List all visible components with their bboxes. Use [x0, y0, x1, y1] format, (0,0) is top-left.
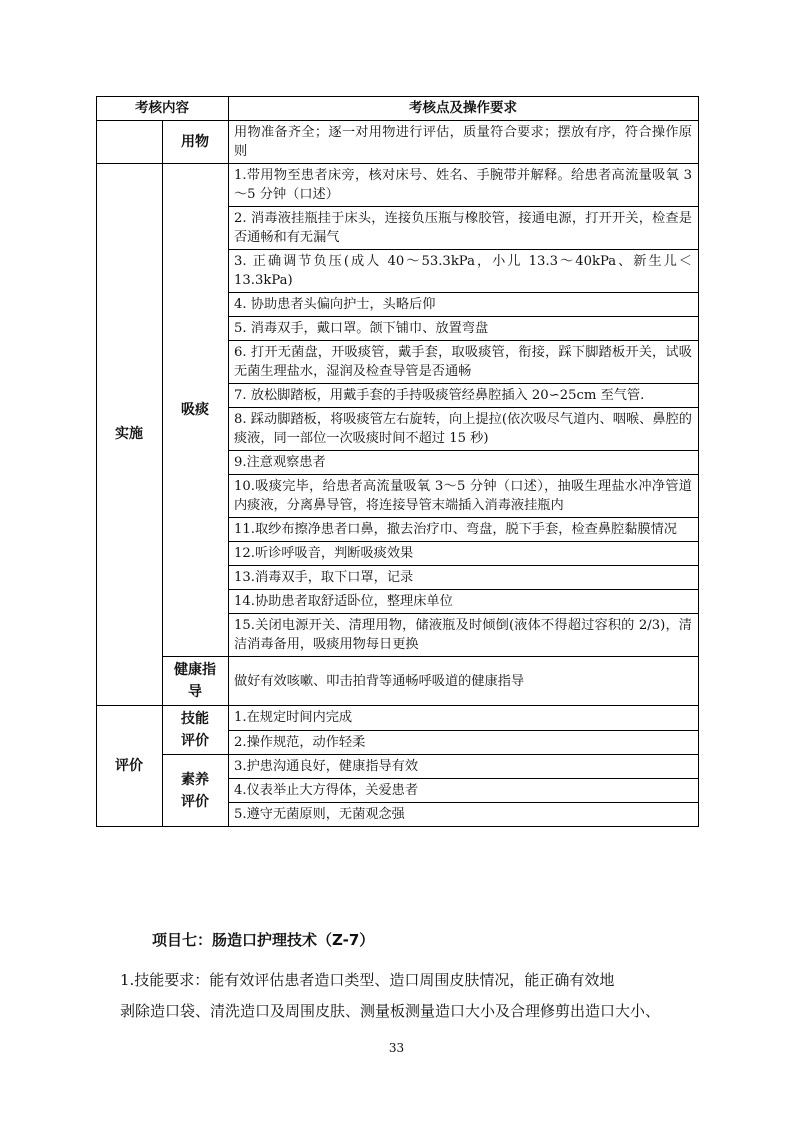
quality-evaluation-label	[163, 755, 229, 827]
step-item: 10.吸痰完毕，给患者高流量吸氧 3～5 分钟（口述），抽吸生理盐水冲净管道内痰液，分离鼻导管，将连接导管末端插入消毒液挂瓶内	[229, 475, 699, 518]
skill-evaluation-label	[163, 706, 229, 755]
step-item: 7. 放松脚踏板，用戴手套的手持吸痰管经鼻腔插入 20∽25cm 至气管.	[229, 384, 699, 408]
table-row	[97, 164, 699, 207]
evaluation-item: 2.操作规范，动作轻柔	[229, 730, 699, 755]
skill-label-line: 评价	[181, 733, 209, 749]
evaluation-item: 1.在规定时间内完成	[229, 706, 699, 731]
health-guidance-label: 健康指导	[163, 657, 229, 706]
step-item: 12.听诊呼吸音，判断吸痰效果	[229, 542, 699, 566]
step-item: 3. 正确调节负压(成人 40～53.3kPa，小儿 13.3～40kPa、新生儿＜13.3kPa)	[229, 250, 699, 293]
step-item: 8. 踩动脚踏板，将吸痰管左右旋转，向上提拉(依次吸尽气道内、咽喉、鼻腔的痰液，同一部位一次吸痰时间不超过 15 秒)	[229, 408, 699, 451]
section-title: 项目七：肠造口护理技术（Z-7）	[152, 931, 375, 949]
page-number: 33	[388, 1041, 405, 1055]
suction-label: 吸痰	[163, 164, 229, 657]
implementation-category: 实施	[97, 164, 163, 706]
table-row	[97, 706, 699, 731]
evaluation-item: 4.仪表举止大方得体，关爱患者	[229, 779, 699, 803]
supplies-label: 用物	[163, 121, 229, 164]
step-item: 5. 消毒双手，戴口罩。颌下铺巾、放置弯盘	[229, 317, 699, 341]
step-item: 13.消毒双手，取下口罩，记录	[229, 566, 699, 590]
step-item: 1.带用物至患者床旁，核对床号、姓名、手腕带并解释。给患者高流量吸氧 3～5 分钟（口述）	[229, 164, 699, 207]
evaluation-item: 3.护患沟通良好，健康指导有效	[229, 755, 699, 779]
evaluation-category: 评价	[97, 706, 163, 827]
table-row	[97, 121, 699, 164]
step-item: 2. 消毒液挂瓶挂于床头，连接负压瓶与橡胶管，接通电源，打开开关，检查是否通畅和有无漏气	[229, 207, 699, 250]
supplies-text: 用物准备齐全；逐一对用物进行评估，质量符合要求；摆放有序，符合操作原则	[229, 121, 699, 164]
health-guidance-text: 做好有效咳嗽、叩击拍背等通畅呼吸道的健康指导	[229, 657, 699, 706]
paragraph-line: 1.技能要求：能有效评估患者造口类型、造口周围皮肤情况，能正确有效地	[120, 971, 615, 989]
table-row	[97, 657, 699, 706]
step-item: 9.注意观察患者	[229, 451, 699, 475]
step-item: 14.协助患者取舒适卧位，整理床单位	[229, 590, 699, 614]
step-item: 15.关闭电源开关、清理用物，储液瓶及时倾倒(液体不得超过容积的 2/3)，清洁消毒备用，吸痰用物每日更换	[229, 614, 699, 657]
skill-label-line: 技能	[181, 711, 209, 727]
step-item: 11.取纱布擦净患者口鼻，撤去治疗巾、弯盘，脱下手套，检查鼻腔黏膜情况	[229, 518, 699, 542]
header-requirements: 考核点及操作要求	[229, 97, 699, 121]
evaluation-item: 5.遵守无菌原则，无菌观念强	[229, 803, 699, 827]
paragraph-line: 剥除造口袋、清洗造口及周围皮肤、测量板测量造口大小及合理修剪出造口大小、	[120, 1002, 661, 1020]
header-content: 考核内容	[97, 97, 229, 121]
step-item: 4. 协助患者头偏向护士，头略后仰	[229, 293, 699, 317]
table-header-row	[97, 97, 699, 121]
assessment-table	[96, 96, 699, 827]
table-row	[97, 755, 699, 779]
step-item: 6. 打开无菌盘，开吸痰管，戴手套，取吸痰管，衔接，踩下脚踏板开关，试吸无菌生理盐水，湿润及检查导管是否通畅	[229, 341, 699, 384]
quality-label-line: 评价	[181, 793, 209, 810]
blank-cell	[97, 121, 163, 164]
quality-label-line: 素养	[181, 771, 209, 788]
